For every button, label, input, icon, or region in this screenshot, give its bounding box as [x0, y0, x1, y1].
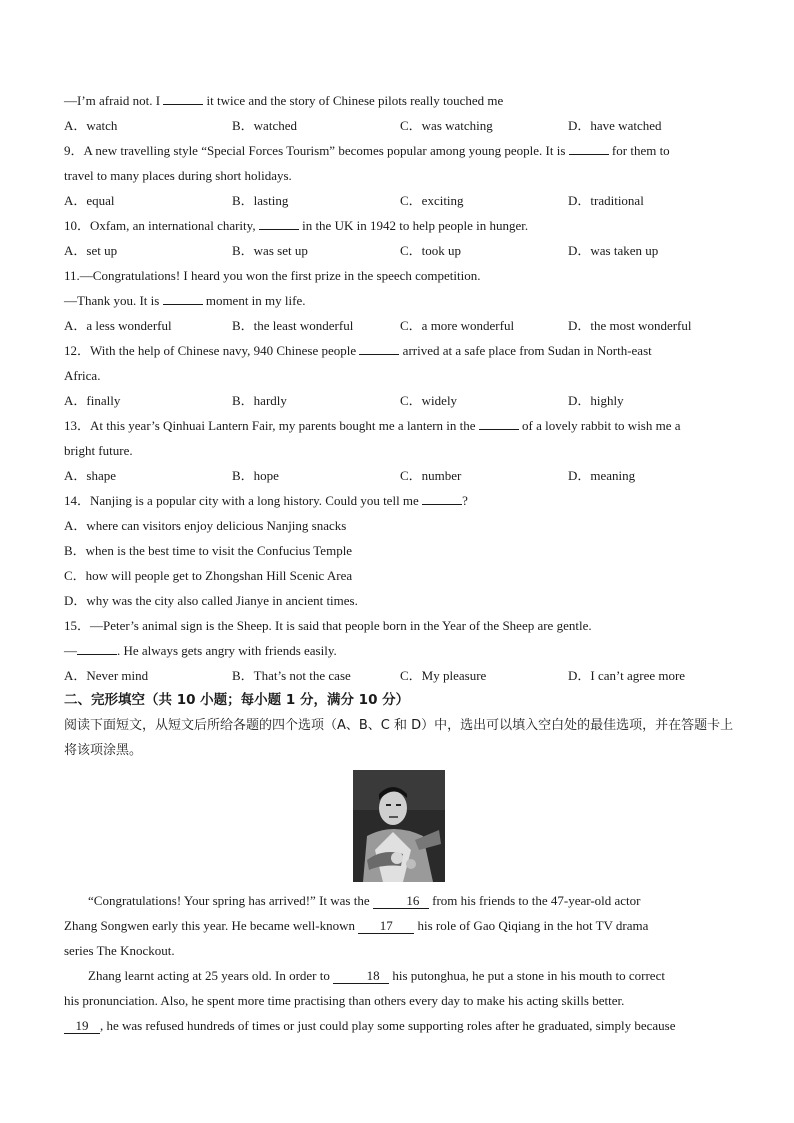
q8-option-c[interactable]: C．was watching — [400, 118, 493, 133]
q15-text-after: . He always gets angry with friends easily. — [117, 643, 337, 658]
section-2-title: 二、完形填空（共 10 小题；每小题 1 分，满分 10 分） — [64, 692, 410, 708]
passage-paragraph-1-line-2 — [64, 913, 734, 938]
q9-option-c[interactable]: C．exciting — [400, 193, 464, 208]
q8-options — [64, 113, 734, 138]
q15-option-a[interactable]: A．Never mind — [64, 668, 149, 683]
q15-text-before: — — [64, 643, 77, 658]
p1-text-d: his role of Gao Qiqiang in the hot TV drama — [417, 918, 649, 933]
section-2-instruction: 阅读下面短文，从短文后所给各题的四个选项（A、B、C 和 D）中，选出可以填入空白处的最佳选项，并在答题卡上将该项涂黑。 — [64, 718, 734, 758]
q13-option-b[interactable]: B．hope — [232, 468, 279, 483]
photo-container — [64, 763, 734, 888]
q11-line-1: 11.—Congratulations! I heard you won the first prize in the speech competition. — [64, 268, 481, 283]
p1-text-a: “Congratulations! Your spring has arrived!” It was the — [88, 893, 370, 908]
q9-blank — [569, 141, 609, 155]
q12-line-1 — [64, 338, 734, 363]
q12-text-before: 12．With the help of Chinese navy, 940 Chinese people — [64, 343, 357, 358]
q9-option-a[interactable]: A．equal — [64, 193, 115, 208]
q13-options — [64, 463, 734, 488]
q15-blank — [77, 641, 117, 655]
q10-option-d[interactable]: D．was taken up — [568, 243, 659, 258]
q12-option-a[interactable]: A．finally — [64, 393, 121, 408]
p1-text-b: from his friends to the 47-year-old actor — [432, 893, 641, 908]
q9-options — [64, 188, 734, 213]
q13-option-a[interactable]: A．shape — [64, 468, 116, 483]
q13-text-after: of a lovely rabbit to wish me a — [522, 418, 681, 433]
q8-option-b[interactable]: B．watched — [232, 118, 297, 133]
q10-option-b[interactable]: B．was set up — [232, 243, 308, 258]
q10-blank — [259, 216, 299, 230]
actor-photo — [353, 770, 445, 882]
q8-text-before: —I’m afraid not. I — [64, 93, 161, 108]
q15-option-d[interactable]: D．I can’t agree more — [568, 668, 686, 683]
q11-option-c[interactable]: C．a more wonderful — [400, 318, 515, 333]
q11-blank — [163, 291, 203, 305]
q9-option-b[interactable]: B．lasting — [232, 193, 289, 208]
q15-option-c[interactable]: C．My pleasure — [400, 668, 487, 683]
q8-option-d[interactable]: D．have watched — [568, 118, 662, 133]
q14-blank — [422, 491, 462, 505]
q11-text-after: moment in my life. — [205, 293, 306, 308]
q12-text-after: arrived at a safe place from Sudan in North-east — [402, 343, 652, 358]
q9-line-2: travel to many places during short holidays. — [64, 168, 292, 183]
q15-options — [64, 663, 734, 688]
q14-option-a[interactable]: A．where can visitors enjoy delicious Nanjing snacks — [64, 518, 347, 533]
passage-paragraph-1-line-3: series The Knockout. — [64, 943, 175, 958]
q13-blank — [479, 416, 519, 430]
q13-line-2: bright future. — [64, 443, 133, 458]
q13-option-d[interactable]: D．meaning — [568, 468, 636, 483]
p2-text-b: his putonghua, he put a stone in his mouth to correct — [392, 968, 665, 983]
q12-option-d[interactable]: D．highly — [568, 393, 624, 408]
q8-text-after: it twice and the story of Chinese pilots really touched me — [206, 93, 504, 108]
q11-option-d[interactable]: D．the most wonderful — [568, 318, 692, 333]
blank-17: 17 — [358, 919, 414, 934]
blank-19: 19 — [64, 1019, 100, 1034]
q8-option-a[interactable]: A．watch — [64, 118, 118, 133]
p2-text-c: his pronunciation. Also, he spent more time practising than others every day to make his acting skills better. — [64, 993, 625, 1008]
q14-text-before: 14．Nanjing is a popular city with a long history. Could you tell me — [64, 493, 419, 508]
q11-option-a[interactable]: A．a less wonderful — [64, 318, 172, 333]
q14-option-b[interactable]: B．when is the best time to visit the Confucius Temple — [64, 543, 353, 558]
q8-line — [64, 88, 734, 113]
q12-options — [64, 388, 734, 413]
q9-line-1 — [64, 138, 734, 163]
passage-paragraph-2-line-3 — [64, 1013, 734, 1038]
p2-text-d: , he was refused hundreds of times or just could play some supporting roles after he graduated, simply because — [100, 1018, 676, 1033]
passage-paragraph-1 — [64, 888, 734, 913]
q15-line-1: 15．—Peter’s animal sign is the Sheep. It is said that people born in the Year of the Sheep are gentle. — [64, 618, 592, 633]
exam-page — [64, 88, 734, 1038]
q11-options — [64, 313, 734, 338]
q14-option-c[interactable]: C．how will people get to Zhongshan Hill Scenic Area — [64, 568, 353, 583]
q12-option-b[interactable]: B．hardly — [232, 393, 287, 408]
q15-line-2 — [64, 638, 734, 663]
blank-16: 16 — [373, 894, 429, 909]
p2-text-a: Zhang learnt acting at 25 years old. In order to — [88, 968, 330, 983]
q12-line-2: Africa. — [64, 368, 101, 383]
q9-option-d[interactable]: D．traditional — [568, 193, 644, 208]
actor-photo-illustration — [353, 770, 445, 882]
q13-option-c[interactable]: C．number — [400, 468, 462, 483]
q9-text-after: for them to — [611, 143, 670, 158]
p1-text-c: Zhang Songwen early this year. He became well-known — [64, 918, 355, 933]
q10-text-before: 10．Oxfam, an international charity, — [64, 218, 256, 233]
passage-paragraph-2 — [64, 963, 734, 988]
q12-blank — [359, 341, 399, 355]
passage-paragraph-2-line-2 — [64, 988, 734, 1013]
q13-line-1 — [64, 413, 734, 438]
q11-option-b[interactable]: B．the least wonderful — [232, 318, 354, 333]
blank-18: 18 — [333, 969, 389, 984]
q11-text-before: —Thank you. It is — [64, 293, 160, 308]
q14-option-d[interactable]: D．why was the city also called Jianye in ancient times. — [64, 593, 358, 608]
q14-text-after: ? — [462, 493, 468, 508]
q10-option-a[interactable]: A．set up — [64, 243, 118, 258]
q8-blank — [163, 91, 203, 105]
q10-line — [64, 213, 734, 238]
q10-options — [64, 238, 734, 263]
q11-line-2 — [64, 288, 734, 313]
q10-text-after: in the UK in 1942 to help people in hunger. — [302, 218, 529, 233]
q12-option-c[interactable]: C．widely — [400, 393, 458, 408]
q13-text-before: 13．At this year’s Qinhuai Lantern Fair, my parents bought me a lantern in the — [64, 418, 476, 433]
q9-text-before: 9．A new travelling style “Special Forces Tourism” becomes popular among young people. It is — [64, 143, 566, 158]
q10-option-c[interactable]: C．took up — [400, 243, 462, 258]
q15-option-b[interactable]: B．That’s not the case — [232, 668, 351, 683]
q14-line-1 — [64, 488, 734, 513]
